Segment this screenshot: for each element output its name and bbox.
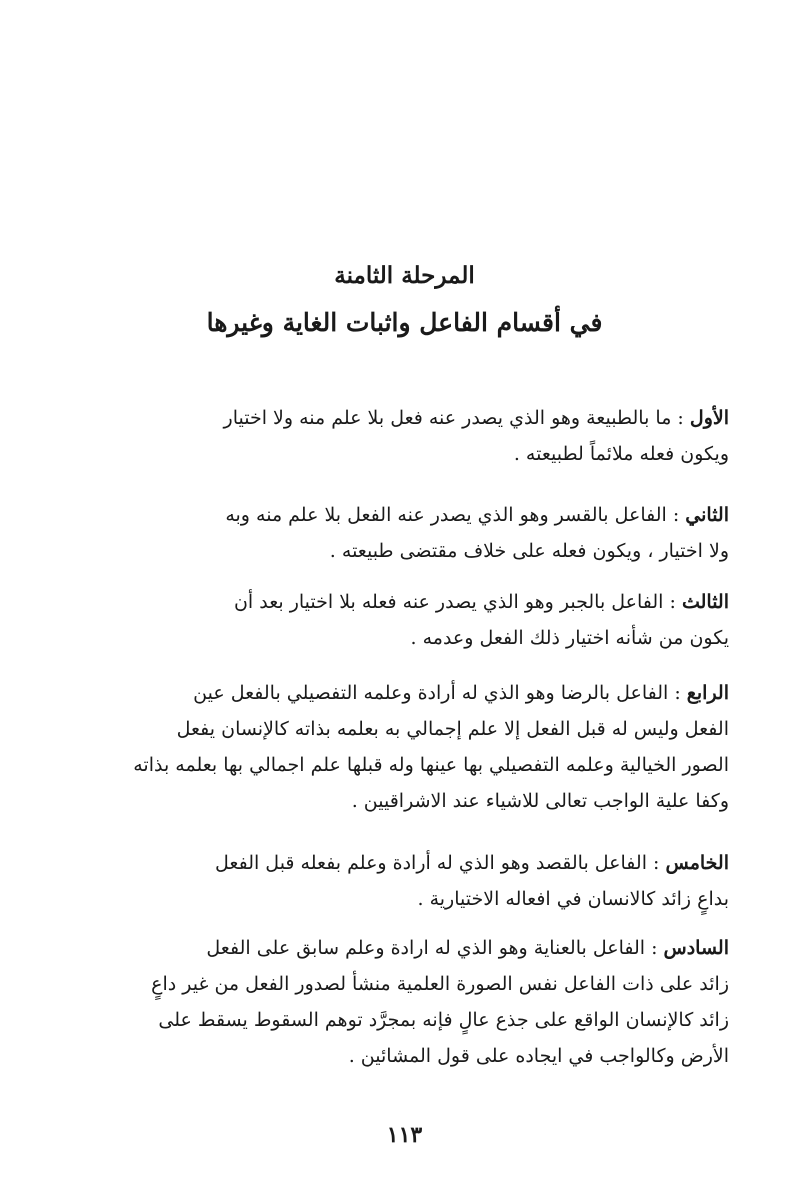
chapter-title: المرحلة الثامنة [334,262,475,289]
paragraph-line [80,584,729,620]
paragraph-line [80,930,729,966]
paragraph-line: بداعٍ زائد كالانسان في افعاله الاختيارية . [417,888,729,910]
paragraph-term: الثاني [685,504,729,526]
paragraph-third [80,584,729,656]
paragraph-sixth [80,930,729,1074]
paragraph-line [80,497,729,533]
paragraph-line: الفعل وليس له قبل الفعل إلا علم إجمالي به بعلمه بذاته كالإنسان يفعل [176,718,729,740]
chapter-subtitle: في أقسام الفاعل واثبات الغاية وغيرها [206,308,603,337]
paragraph-first [80,400,729,472]
paragraph-line: ولا اختيار ، ويكون فعله على خلاف مقتضى طبيعته . [329,540,729,562]
paragraph-text: : الفاعل بالرضا وهو الذي له أرادة وعلمه التفصيلي بالفعل عين [193,682,687,704]
paragraph-text: : الفاعل بالجبر وهو الذي يصدر عنه فعله بلا اختيار بعد أن [233,591,682,613]
paragraph-fifth [80,845,729,917]
paragraph-term: الخامس [665,852,729,874]
paragraph-term: الأول [689,407,729,429]
paragraph-term: الثالث [681,591,729,613]
paragraph-term: السادس [663,937,729,959]
paragraph-line: زائد على ذات الفاعل نفس الصورة العلمية منشأ لصدور الفعل من غير داعٍ [151,973,729,995]
paragraph-line: وكفا علية الواجب تعالى للاشياء عند الاشراقيين . [351,790,729,812]
paragraph-line: الأرض وكالواجب في ايجاده على قول المشائين . [348,1045,729,1067]
paragraph-line: زائد كالإنسان الواقع على جذع عالٍ فإنه بمجرَّد توهم السقوط يسقط على [158,1009,729,1031]
paragraph-text: : الفاعل بالعناية وهو الذي له ارادة وعلم سابق على الفعل [206,937,664,959]
paragraph-line: الصور الخيالية وعلمه التفصيلي بها عينها وله قبلها علم اجمالي بها بعلمه بذاته [133,754,729,776]
paragraph-text: : ما بالطبيعة وهو الذي يصدر عنه فعل بلا علم منه ولا اختيار [223,407,690,429]
paragraph-fourth [80,675,729,819]
paragraph-line [80,400,729,436]
paragraph-second [80,497,729,569]
page-number: ١١٣ [386,1122,423,1148]
paragraph-line: ويكون فعله ملائماً لطبيعته . [513,443,729,465]
paragraph-line [80,845,729,881]
paragraph-text: : الفاعل بالقصد وهو الذي له أرادة وعلم بفعله قبل الفعل [215,852,666,874]
paragraph-term: الرابع [686,682,729,704]
paragraph-line: يكون من شأنه اختيار ذلك الفعل وعدمه . [410,627,729,649]
paragraph-line [80,675,729,711]
paragraph-text: : الفاعل بالقسر وهو الذي يصدر عنه الفعل بلا علم منه وبه [225,504,686,526]
